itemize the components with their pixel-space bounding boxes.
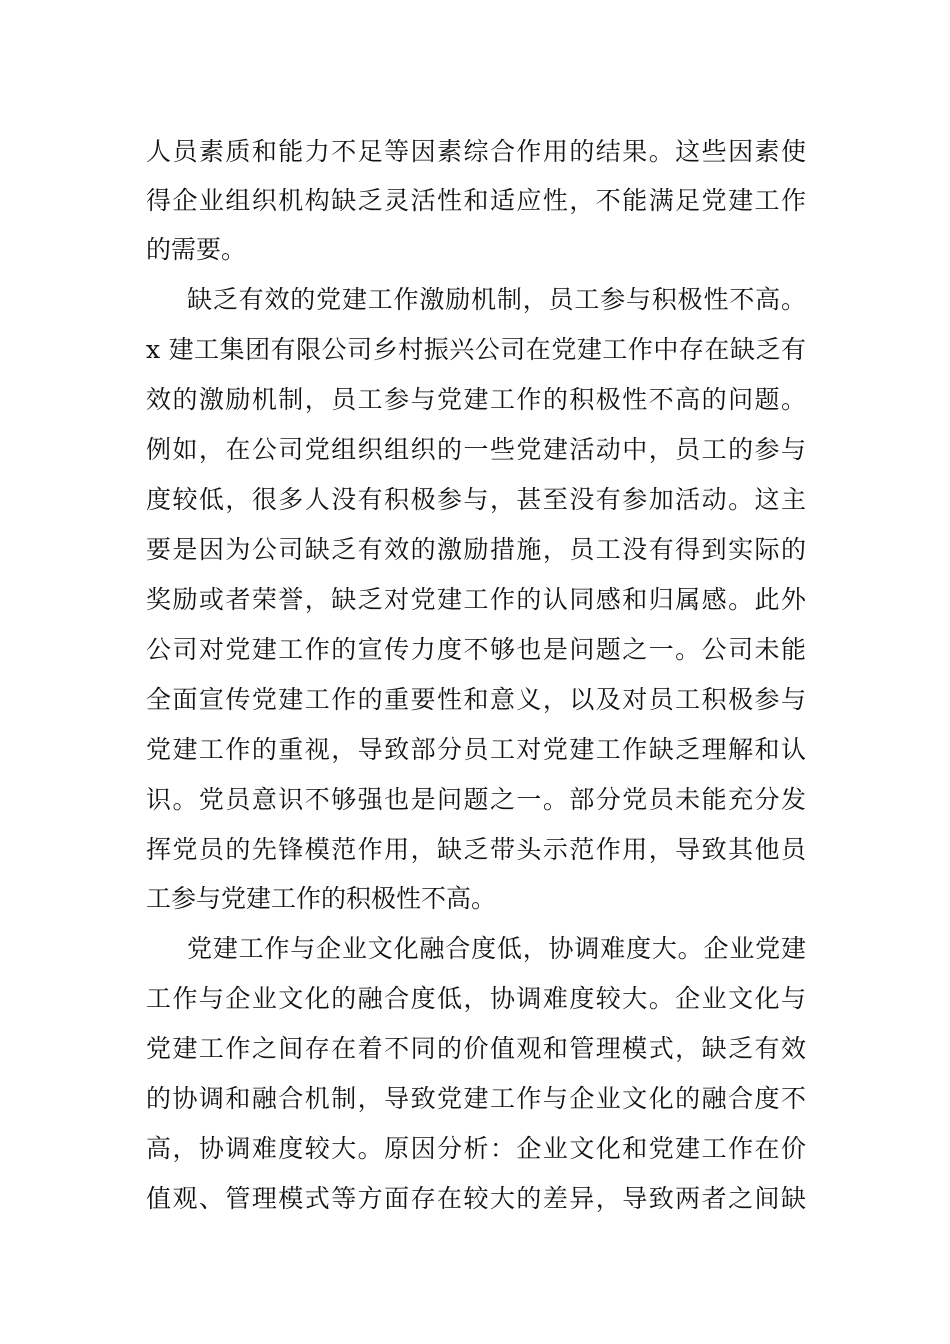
text-line: 效的激励机制，员工参与党建工作的积极性不高的问题。 [146, 385, 806, 414]
text-line: 值观、管理模式等方面存在较大的差异，导致两者之间缺 [146, 1184, 806, 1213]
text-line: 人员素质和能力不足等因素综合作用的结果。这些因素使 [146, 137, 806, 166]
text-line: 高，协调难度较大。原因分析：企业文化和党建工作在价 [146, 1134, 806, 1163]
text-line: 工参与党建工作的积极性不高。 [146, 884, 497, 913]
text-line: 得企业组织机构缺乏灵活性和适应性，不能满足党建工作 [146, 186, 806, 215]
paragraph-heading-line: 缺乏有效的党建工作激励机制，员工参与积极性不高。 [187, 285, 806, 314]
text-line: 要是因为公司缺乏有效的激励措施，员工没有得到实际的 [146, 535, 806, 564]
text-line: 度较低，很多人没有积极参与，甚至没有参加活动。这主 [146, 485, 806, 514]
text-line: 挥党员的先锋模范作用，缺乏带头示范作用，导致其他员 [146, 835, 806, 864]
paragraph-heading-line: 党建工作与企业文化融合度低，协调难度大。企业党建 [187, 934, 806, 963]
text-line: 工作与企业文化的融合度低，协调难度较大。企业文化与 [146, 984, 806, 1013]
text-line: 的需要。 [146, 235, 247, 264]
text-line: x 建工集团有限公司乡村振兴公司在党建工作中存在缺乏有 [146, 335, 806, 364]
text-line: 奖励或者荣誉，缺乏对党建工作的认同感和归属感。此外 [146, 585, 806, 614]
text-line: 的协调和融合机制，导致党建工作与企业文化的融合度不 [146, 1084, 806, 1113]
text-line: 公司对党建工作的宣传力度不够也是问题之一。公司未能 [146, 635, 806, 664]
text-line: 党建工作之间存在着不同的价值观和管理模式，缺乏有效 [146, 1034, 806, 1063]
text-line: 全面宣传党建工作的重要性和意义，以及对员工积极参与 [146, 685, 806, 714]
text-line: 党建工作的重视，导致部分员工对党建工作缺乏理解和认 [146, 735, 806, 764]
text-line: 识。党员意识不够强也是问题之一。部分党员未能充分发 [146, 785, 806, 814]
text-line: 例如，在公司党组织组织的一些党建活动中，员工的参与 [146, 435, 806, 464]
